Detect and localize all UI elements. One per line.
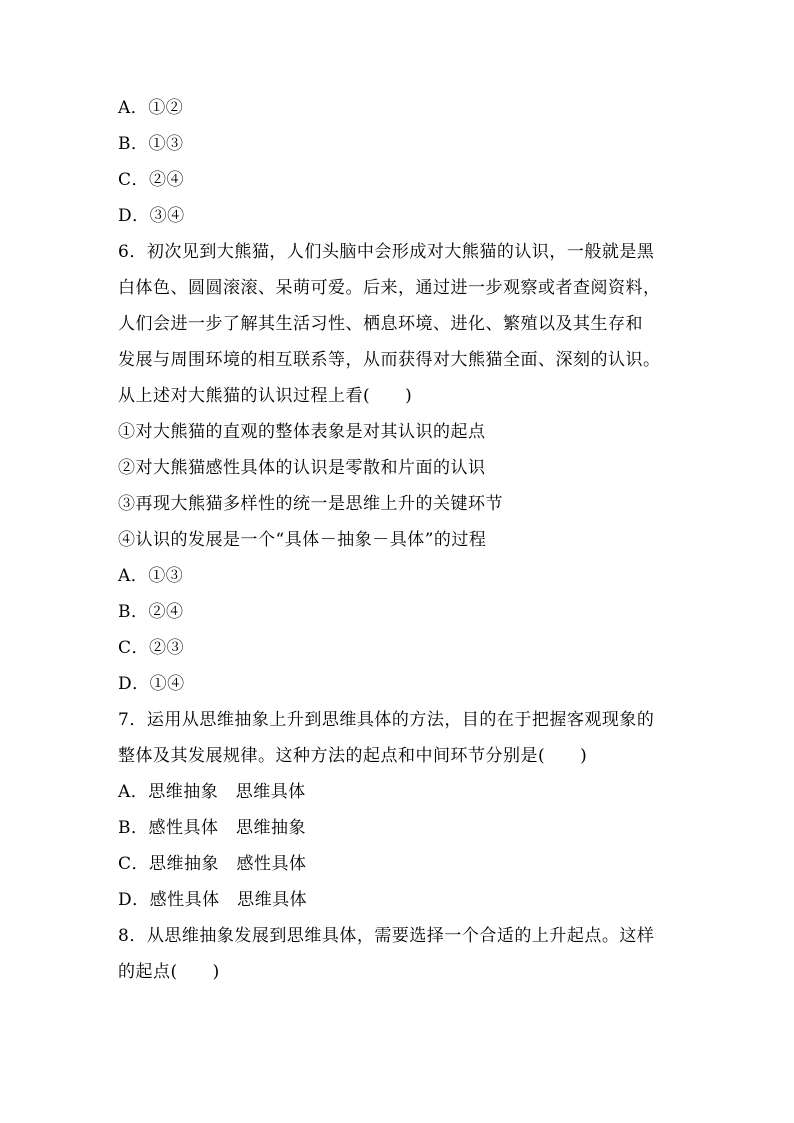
option-a: A．①③ xyxy=(118,566,184,586)
option-d: D．③④ xyxy=(118,206,185,226)
option-b: B．①③ xyxy=(118,134,184,154)
question-6 xyxy=(118,234,684,702)
statement-3: ③再现大熊猫多样性的统一是思维上升的关键环节 xyxy=(118,494,503,514)
question-7-line-1: 7．运用从思维抽象上升到思维具体的方法，目的在于把握客观现象的 xyxy=(118,710,655,730)
question-6-line-2: 白体色、圆圆滚滚、呆萌可爱。后来，通过进一步观察或者查阅资料， xyxy=(118,278,661,298)
statement-1: ①对大熊猫的直观的整体表象是对其认识的起点 xyxy=(118,422,486,442)
question-7-line-2: 整体及其发展规律。这种方法的起点和中间环节分别是( ) xyxy=(118,746,588,766)
option-a: A．思维抽象 思维具体 xyxy=(118,782,306,802)
question-6-line-1: 6．初次见到大熊猫，人们头脑中会形成对大熊猫的认识，一般就是黑 xyxy=(118,242,655,262)
question-6-line-3: 人们会进一步了解其生活习性、栖息环境、进化、繁殖以及其生存和 xyxy=(118,314,643,334)
option-d: D．①④ xyxy=(118,674,185,694)
question-6-line-5: 从上述对大熊猫的认识过程上看( ) xyxy=(118,386,413,406)
option-b: B．感性具体 思维抽象 xyxy=(118,818,306,838)
question-6-line-4: 发展与周围环境的相互联系等，从而获得对大熊猫全面、深刻的认识。 xyxy=(118,350,661,370)
option-c: C．②④ xyxy=(118,170,185,190)
question-8 xyxy=(118,918,684,990)
option-c: C．②③ xyxy=(118,638,185,658)
option-a: A．①② xyxy=(118,98,184,118)
previous-question-options xyxy=(118,90,684,234)
question-8-line-1: 8．从思维抽象发展到思维具体，需要选择一个合适的上升起点。这样 xyxy=(118,926,655,946)
option-c: C．思维抽象 感性具体 xyxy=(118,854,307,874)
question-8-line-2: 的起点( ) xyxy=(118,962,220,982)
question-content xyxy=(118,90,684,990)
statement-4: ④认识的发展是一个“具体－抽象－具体”的过程 xyxy=(118,530,487,550)
option-b: B．②④ xyxy=(118,602,184,622)
question-7 xyxy=(118,702,684,918)
statement-2: ②对大熊猫感性具体的认识是零散和片面的认识 xyxy=(118,458,486,478)
option-d: D．感性具体 思维具体 xyxy=(118,890,308,910)
